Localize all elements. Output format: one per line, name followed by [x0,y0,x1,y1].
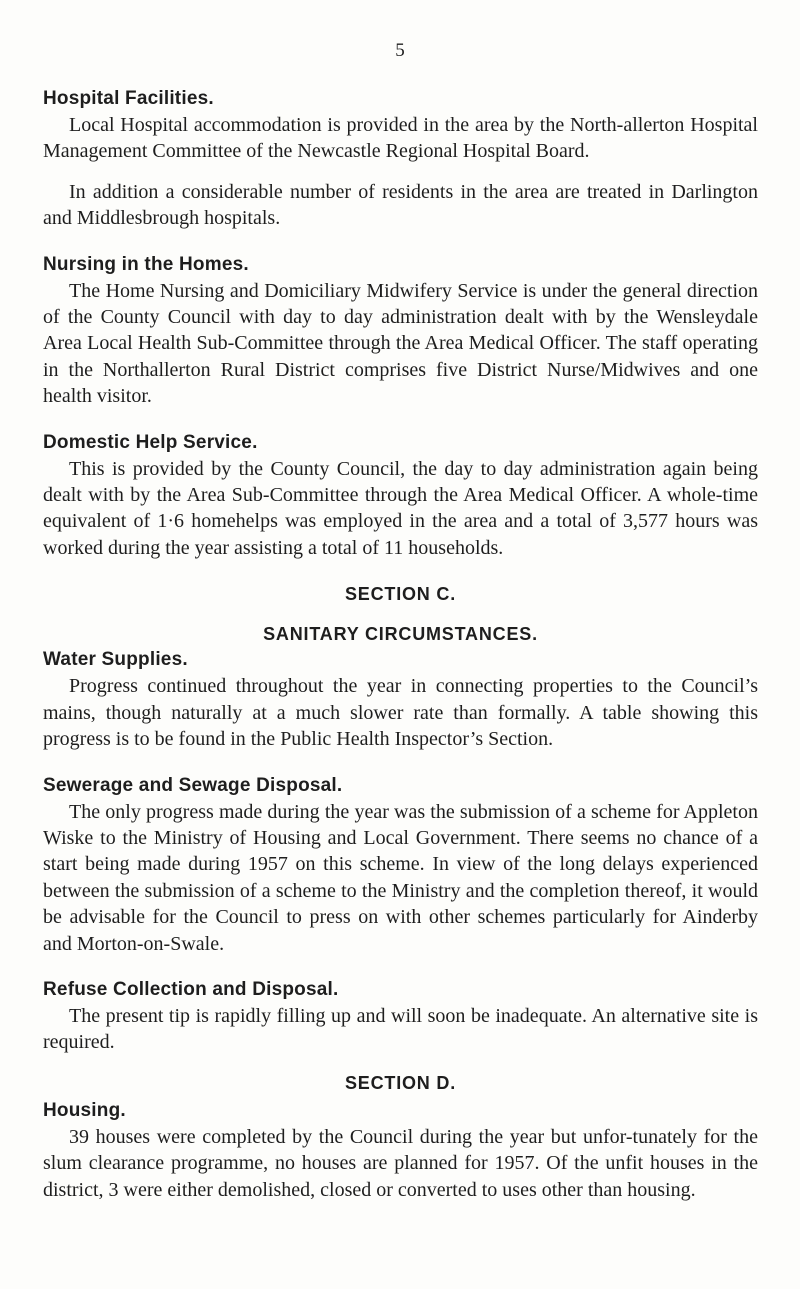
section-c-title: SECTION C. [344,584,456,605]
refuse-paragraph: The present tip is rapidly filling up and will soon be inadequate. An alternative site is required. [43,1004,758,1054]
section-c-subtitle: SANITARY CIRCUMSTANCES. [263,624,538,645]
domestic-help-paragraph: This is provided by the County Council, the day to day administration again being dealt with by the Area Sub-Committee through the Area Medical Officer. A whole-time equivalent of 1·6 homehelps was employed in the area and a total of 3,577 hours was worked during the year assisting a total of 11 households. [43,457,758,559]
hospital-facilities-heading: Hospital Facilities. [43,88,214,109]
domestic-help-heading: Domestic Help Service. [43,431,258,453]
water-supplies-heading: Water Supplies. [43,649,188,671]
sewerage-paragraph: The only progress made during the year was the submission of a scheme for Appleton Wiske to the Ministry of Housing and Local Government. There seems no chance of a start being made during 1957 on this scheme. In view of the long delays experienced between the submission of a scheme to the Ministry and the completion thereof, it would be advisable for the Council to press on with other schemes particularly for Ainderby and Morton-on-Swale. [43,800,758,955]
page-number: 5 [395,40,405,61]
housing-heading: Housing. [43,1099,126,1121]
section-d-title: SECTION D. [344,1072,456,1093]
nursing-homes-paragraph: The Home Nursing and Domiciliary Midwifery Service is under the general direction of the County Council with day to day administration dealt with by the Wensleydale Area Local Health Sub-Committee through the Area Medical Officer. The staff operating in the Northallerton Rural District comprises five District Nurse/Midwives and one health visitor. [43,279,758,408]
water-supplies-paragraph: Progress continued throughout the year in connecting properties to the Council’s mains, though naturally at a much slower rate than formally. A table showing this progress is to be found in the Public Health Inspector’s Section. [43,675,758,751]
refuse-heading: Refuse Collection and Disposal. [43,978,339,1000]
hospital-facilities-paragraph-1: Local Hospital accommodation is provided in the area by the North-allerton Hospital Management Committee of the Newcastle Regional Hospital Board. [43,114,758,163]
sewerage-heading: Sewerage and Sewage Disposal. [43,774,343,796]
document-body [43,86,758,1203]
nursing-homes-heading: Nursing in the Homes. [43,253,249,275]
housing-paragraph: 39 houses were completed by the Council during the year but unfor-tunately for the slum clearance programme, no houses are planned for 1957. Of the unfit houses in the district, 3 were either demolished, closed or converted to uses other than housing. [43,1125,758,1201]
hospital-facilities-paragraph-2: In addition a considerable number of residents in the area are treated in Darlington and Middlesbrough hospitals. [43,180,758,230]
